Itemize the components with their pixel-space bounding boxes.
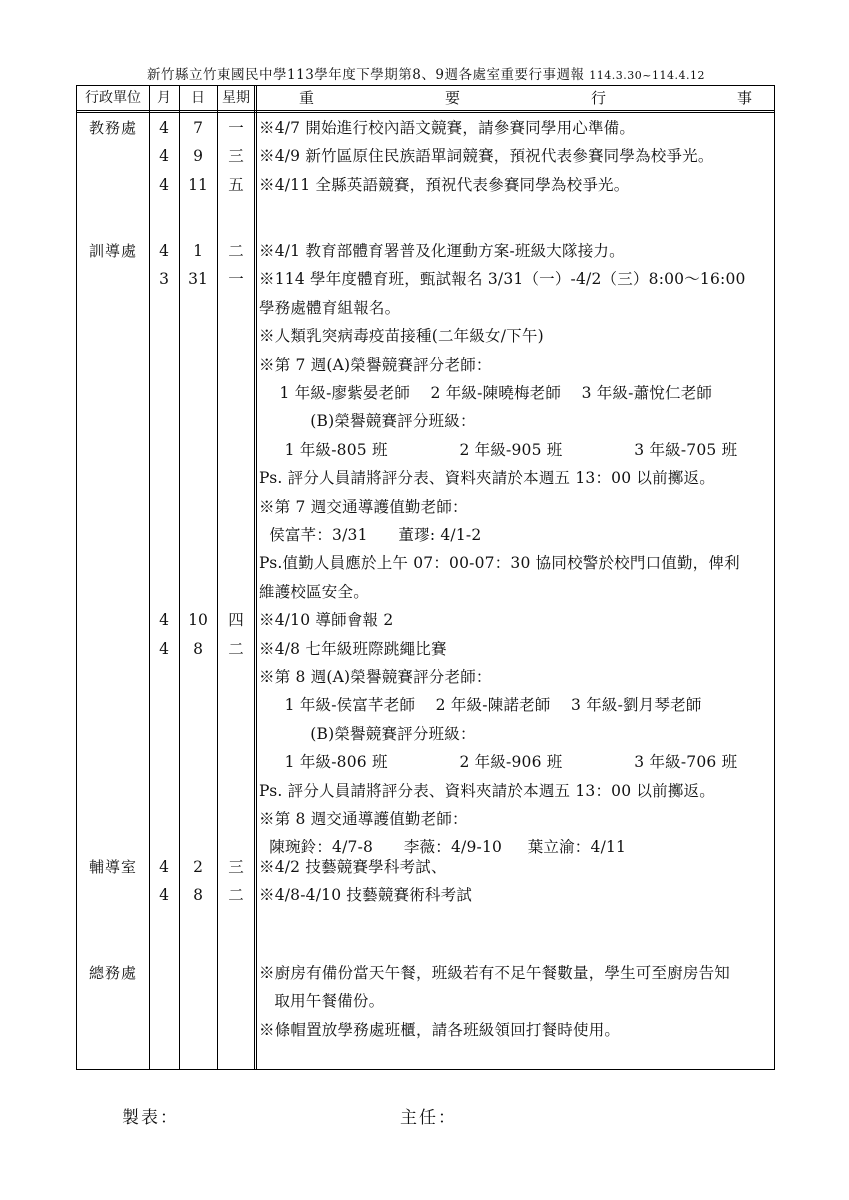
event-text: Ps. 評分人員請將評分表、資料夾請於本週五 13：00 以前擲返。 [259, 781, 715, 800]
event-row [77, 635, 774, 663]
event-row [77, 114, 774, 142]
event-month: 4 [159, 175, 169, 194]
event-text: ※4/8-4/10 技藝競賽術科考試 [259, 886, 473, 905]
event-month: 4 [159, 858, 169, 876]
event-day: 2 [193, 858, 203, 876]
event-day: 8 [193, 886, 203, 905]
event-text: ※4/11 全縣英語競賽，預祝代表參賽同學為校爭光。 [259, 175, 630, 194]
event-text: (B)榮譽競賽評分班級： [259, 412, 476, 431]
event-row [77, 294, 774, 322]
event-text: ※4/2 技藝競賽學科考試、 [259, 858, 447, 876]
event-weekday: 五 [228, 175, 244, 194]
event-month: 4 [159, 242, 169, 260]
event-row [77, 1016, 774, 1044]
event-row [77, 987, 774, 1015]
event-text: ※114 學年度體育班，甄試報名 3/31（一）-4/2（三）8:00～16:00 [259, 270, 746, 289]
event-text: 1 年級-侯富芊老師 2 年級-陳諾老師 3 年級-劉月琴老師 [259, 696, 702, 715]
event-row [77, 606, 774, 634]
event-row [77, 959, 774, 987]
event-day: 10 [188, 611, 208, 630]
dept-name-general: 總務處 [88, 964, 137, 982]
header-events-char: 重 [299, 89, 315, 107]
report-date-range: 114.3.30~114.4.12 [589, 69, 705, 82]
event-text: ※第 7 週(A)榮譽競賽評分老師： [259, 355, 492, 374]
events-table [76, 85, 775, 1070]
event-text: ※第 8 週交通導護值勤老師： [259, 810, 468, 828]
event-text: 1 年級-806 班 2 年級-906 班 3 年級-706 班 [259, 753, 738, 772]
event-day: 31 [188, 270, 208, 289]
event-text: 維護校區安全。 [259, 582, 369, 601]
event-month: 3 [159, 270, 169, 289]
event-row [77, 881, 774, 909]
event-row [77, 322, 774, 350]
footer-director: 主任： [400, 1108, 457, 1128]
event-text: 1 年級-廖紫晏老師 2 年級-陳曉梅老師 3 年級-蕭悅仁老師 [259, 384, 713, 402]
event-row [77, 379, 774, 407]
event-month: 4 [159, 886, 169, 905]
event-text: ※第 8 週(A)榮譽競賽評分老師： [259, 668, 492, 686]
event-row [77, 142, 774, 170]
event-weekday: 二 [228, 886, 244, 905]
event-row [77, 748, 774, 776]
event-text: Ps.值勤人員應於上午 07：00-07：30 協同校警於校門口值勤，俾利 [259, 554, 740, 573]
event-text: ※條帽置放學務處班櫃，請各班級領回打餐時使用。 [259, 1020, 621, 1039]
event-row [77, 265, 774, 293]
event-text: 1 年級-805 班 2 年級-905 班 3 年級-705 班 [259, 440, 738, 459]
event-row [77, 407, 774, 435]
dept-name-student: 訓導處 [88, 242, 137, 260]
report-title-text: 新竹縣立竹東國民中學113學年度下學期第8、9週各處室重要行事週報 [147, 67, 585, 83]
event-row [77, 720, 774, 748]
event-text: 學務處體育組報名。 [259, 298, 401, 317]
event-weekday: 一 [228, 270, 244, 289]
event-row [77, 237, 774, 265]
header-month: 月 [157, 90, 171, 106]
event-row [77, 805, 774, 833]
dept-name-academic: 教務處 [88, 119, 137, 137]
event-month: 4 [159, 147, 169, 166]
event-text: ※第 7 週交通導護值勤老師： [259, 497, 468, 516]
header-day: 日 [191, 90, 205, 106]
event-row [77, 691, 774, 719]
event-row [77, 521, 774, 549]
event-weekday: 四 [228, 611, 244, 630]
event-text: ※廚房有備份當天午餐，班級若有不足午餐數量，學生可至廚房告知 [259, 964, 731, 982]
event-text: ※4/10 導師會報 2 [259, 611, 394, 630]
event-text: Ps. 評分人員請將評分表、資料夾請於本週五 13：00 以前擲返。 [259, 469, 715, 488]
event-text: ※4/7 開始進行校內語文競賽，請參賽同學用心準備。 [259, 119, 636, 137]
event-day: 11 [188, 175, 208, 194]
event-day: 1 [193, 242, 203, 260]
event-day: 7 [193, 119, 203, 137]
event-day: 8 [193, 639, 203, 658]
event-text: ※人類乳突病毒疫苗接種(二年級女/下午) [259, 327, 544, 346]
event-month: 4 [159, 119, 169, 137]
event-row [77, 663, 774, 691]
event-row [77, 436, 774, 464]
event-text: ※4/1 教育部體育署普及化運動方案-班級大隊接力。 [259, 242, 625, 260]
report-title [76, 63, 776, 83]
event-text: (B)榮譽競賽評分班級： [259, 724, 476, 743]
event-text: 侯富芊：3/31 董璆: 4/1-2 [259, 526, 482, 544]
event-row [77, 777, 774, 805]
event-text: 陳琬鈴：4/7-8 李薇：4/9-10 葉立渝：4/11 [259, 838, 627, 857]
event-month: 4 [159, 639, 169, 658]
header-events [259, 86, 766, 110]
event-weekday: 二 [228, 242, 244, 260]
header-events-char: 事 [736, 89, 752, 107]
event-row [77, 493, 774, 521]
header-weekday: 星期 [222, 90, 250, 106]
event-text: ※4/9 新竹區原住民族語單詞競賽，預祝代表參賽同學為校爭光。 [259, 147, 714, 166]
footer-made-by: 製表： [122, 1108, 179, 1128]
header-events-char: 要 [444, 89, 460, 107]
event-weekday: 二 [228, 639, 244, 658]
event-weekday: 三 [228, 858, 244, 876]
event-row [77, 578, 774, 606]
event-weekday: 三 [228, 147, 244, 166]
event-text: 取用午餐備份。 [259, 992, 385, 1011]
event-row [77, 171, 774, 199]
event-row [77, 549, 774, 577]
header-events-char: 行 [590, 89, 606, 107]
header-unit: 行政單位 [85, 90, 141, 106]
header-divider [77, 110, 774, 113]
event-day: 9 [193, 147, 203, 166]
event-weekday: 一 [228, 119, 244, 137]
dept-name-counsel: 輔導室 [88, 858, 137, 876]
event-text: ※4/8 七年級班際跳繩比賽 [259, 639, 447, 658]
event-row [77, 464, 774, 492]
event-row [77, 351, 774, 379]
event-month: 4 [159, 611, 169, 630]
event-row [77, 853, 774, 881]
